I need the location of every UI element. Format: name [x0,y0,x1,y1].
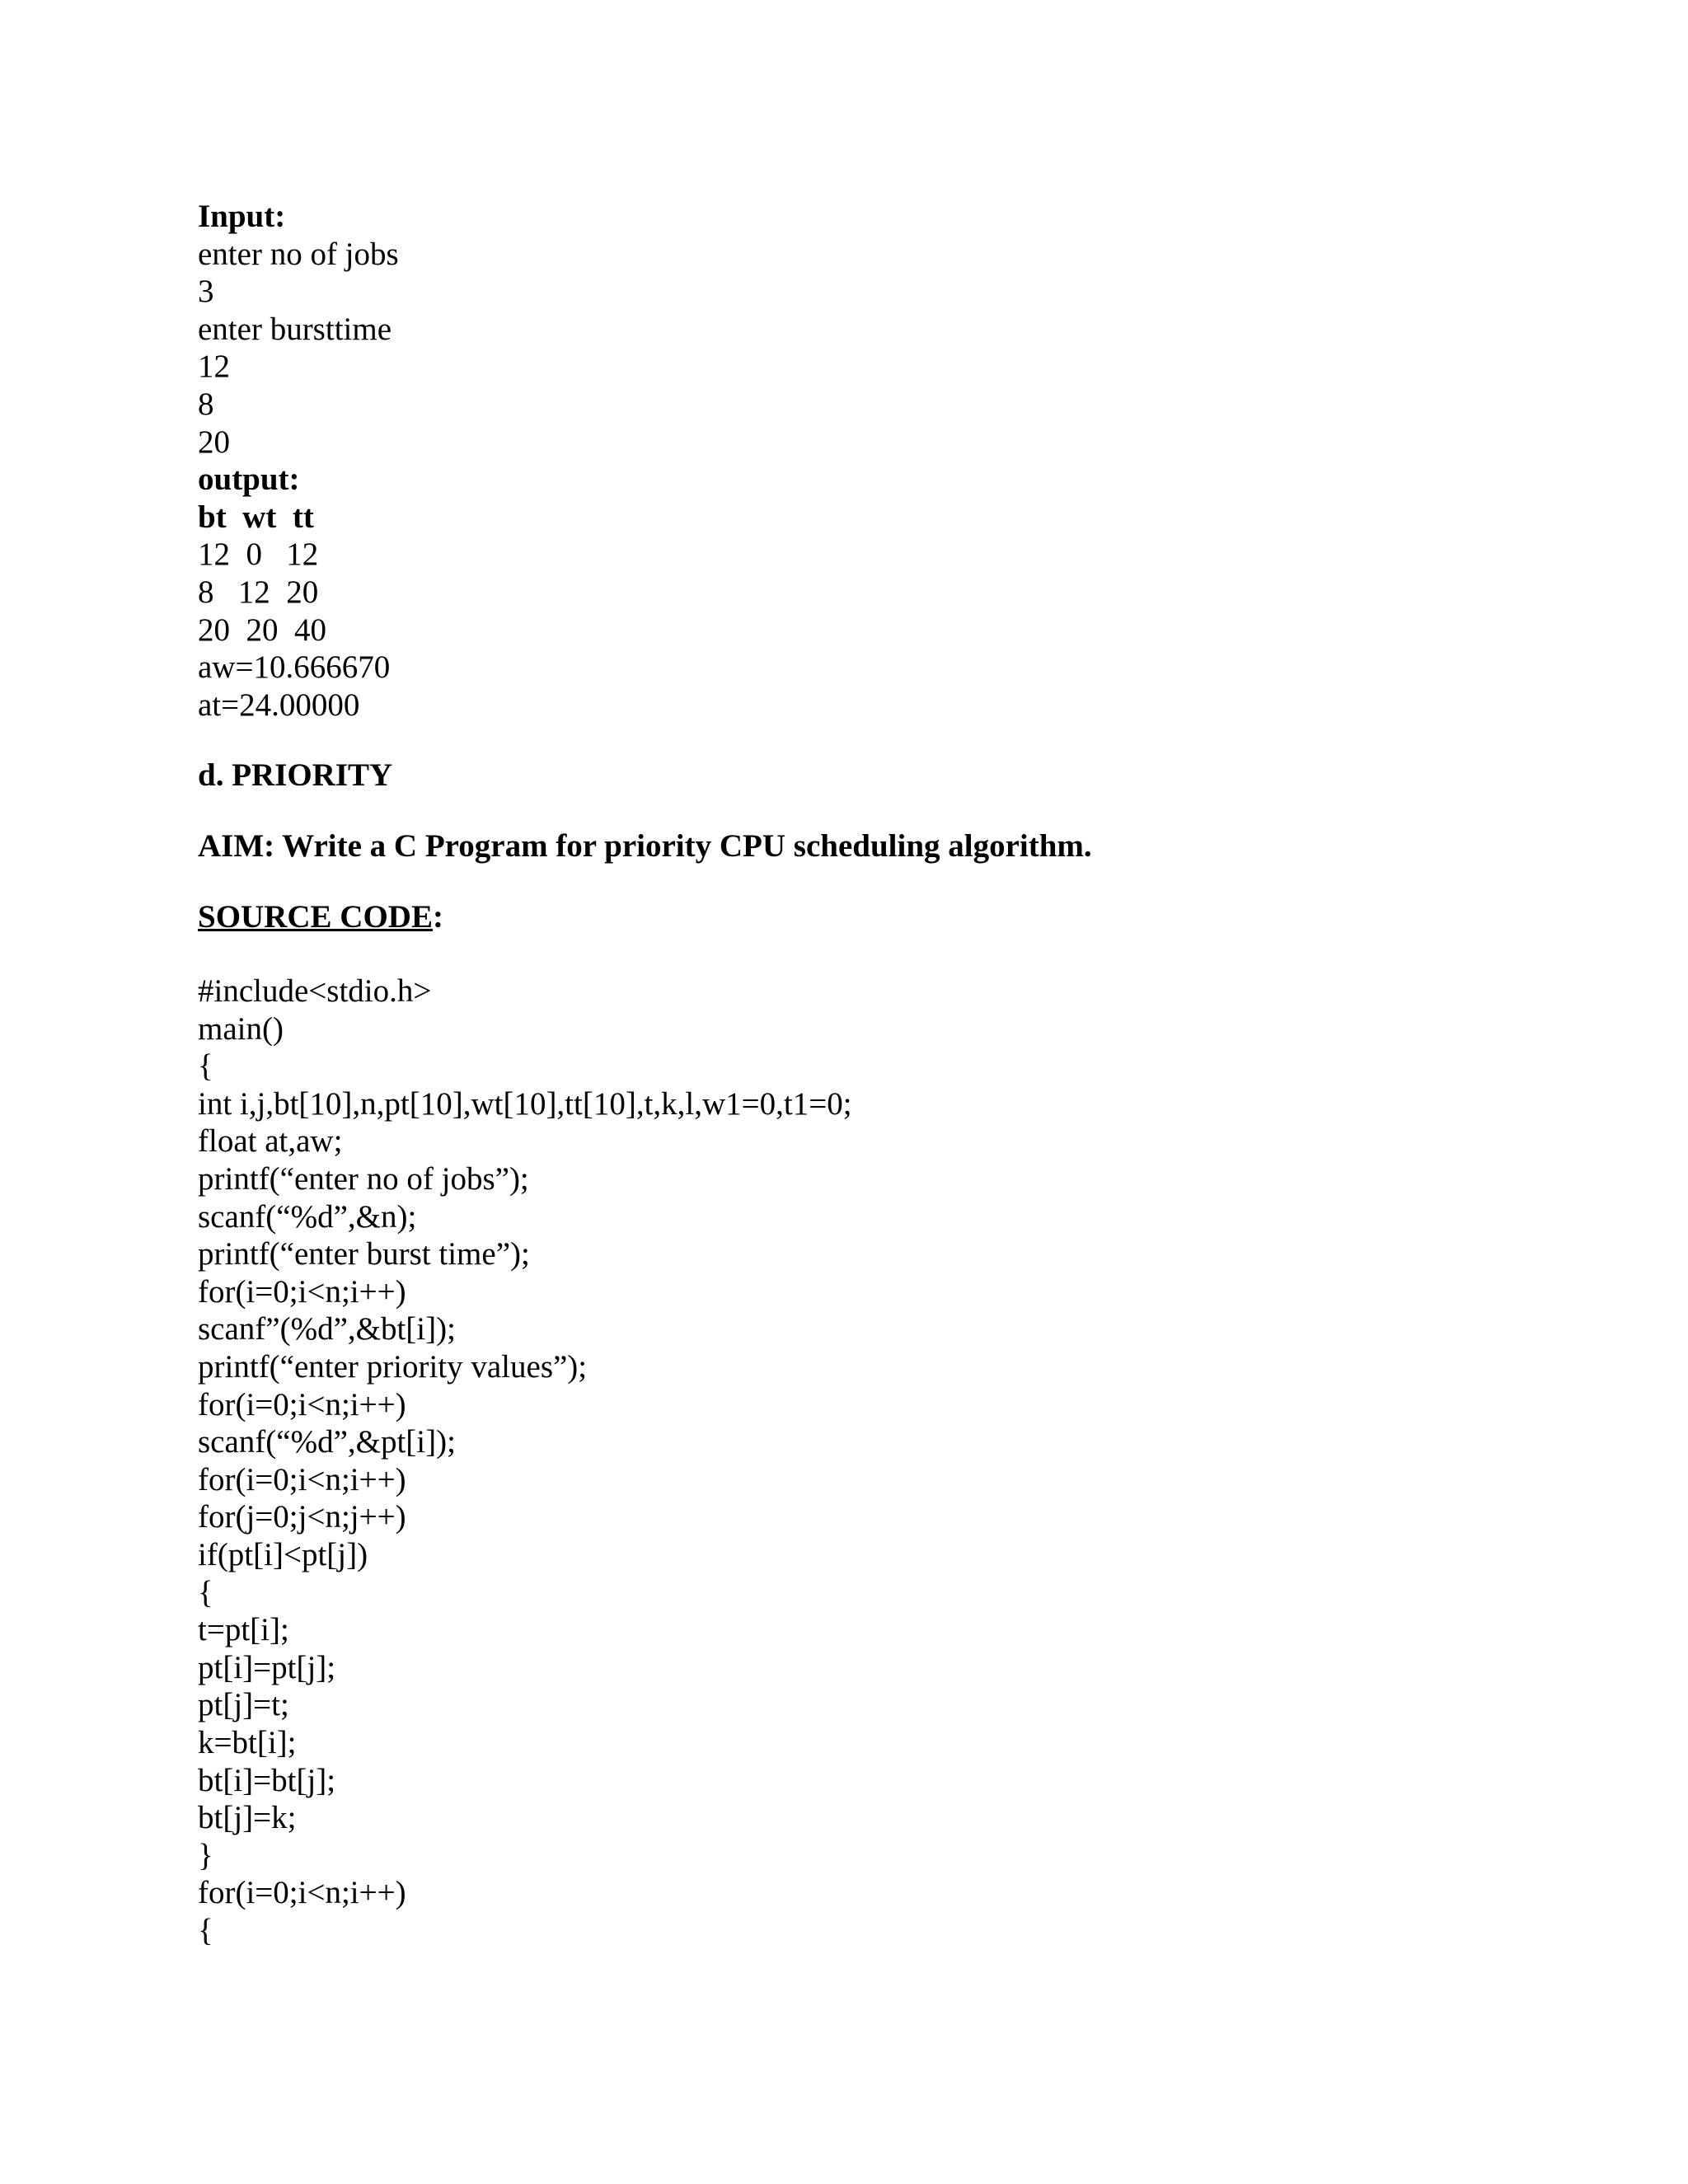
code-line: { [198,1912,213,1948]
output-row: 8 12 20 [198,574,319,610]
output-row: 20 20 40 [198,612,326,648]
code-line: scanf(“%d”,&n); [198,1198,417,1235]
code-line: printf(“enter no of jobs”); [198,1161,529,1197]
input-line: enter no of jobs [198,236,399,272]
code-line: pt[j]=t; [198,1687,289,1723]
input-label: Input: [198,199,286,234]
code-line: bt[i]=bt[j]; [198,1762,336,1798]
code-line: printf(“enter priority values”); [198,1349,588,1385]
code-line: pt[i]=pt[j]; [198,1649,336,1685]
code-block [198,972,1599,1949]
source-code-label: SOURCE CODE [198,898,433,935]
code-line: for(i=0;i<n;i++) [198,1875,406,1911]
code-line: main() [198,1010,284,1047]
input-line: 20 [198,424,230,460]
source-code-colon: : [432,898,443,935]
code-line: for(i=0;i<n;i++) [198,1273,406,1310]
code-line: float at,aw; [198,1123,343,1160]
code-line: scanf”(%d”,&bt[i]); [198,1311,456,1347]
code-line: printf(“enter burst time”); [198,1236,530,1272]
code-line: { [198,1048,213,1085]
code-line: if(pt[i]<pt[j]) [198,1537,368,1572]
aim-statement: AIM: Write a C Program for priority CPU scheduling algorithm. [198,827,1092,864]
input-line: 3 [198,274,214,310]
section-title: d. PRIORITY [198,757,393,794]
code-line: k=bt[i]; [198,1724,297,1760]
code-line: int i,j,bt[10],n,pt[10],wt[10],tt[10],t,k,l,w1=0,t1=0; [198,1085,852,1122]
average-turnaround: at=24.00000 [198,687,360,723]
input-line: 8 [198,386,214,422]
document-page [198,198,1599,1950]
code-line: { [198,1574,213,1610]
input-line: enter bursttime [198,311,392,347]
average-waiting: aw=10.666670 [198,649,391,686]
output-row: 12 0 12 [198,537,319,573]
output-label: output: [198,462,300,498]
code-line: for(i=0;i<n;i++) [198,1461,406,1497]
code-line: bt[j]=k; [198,1800,297,1836]
code-line: #include<stdio.h> [198,973,432,1010]
code-line: } [198,1837,213,1873]
code-line: for(i=0;i<n;i++) [198,1386,406,1422]
source-code-heading [198,898,1599,936]
output-table-header: bt wt tt [198,499,314,535]
code-line: for(j=0;j<n;j++) [198,1499,406,1535]
code-line: t=pt[i]; [198,1612,289,1648]
code-line: scanf(“%d”,&pt[i]); [198,1424,456,1460]
input-line: 12 [198,349,230,385]
